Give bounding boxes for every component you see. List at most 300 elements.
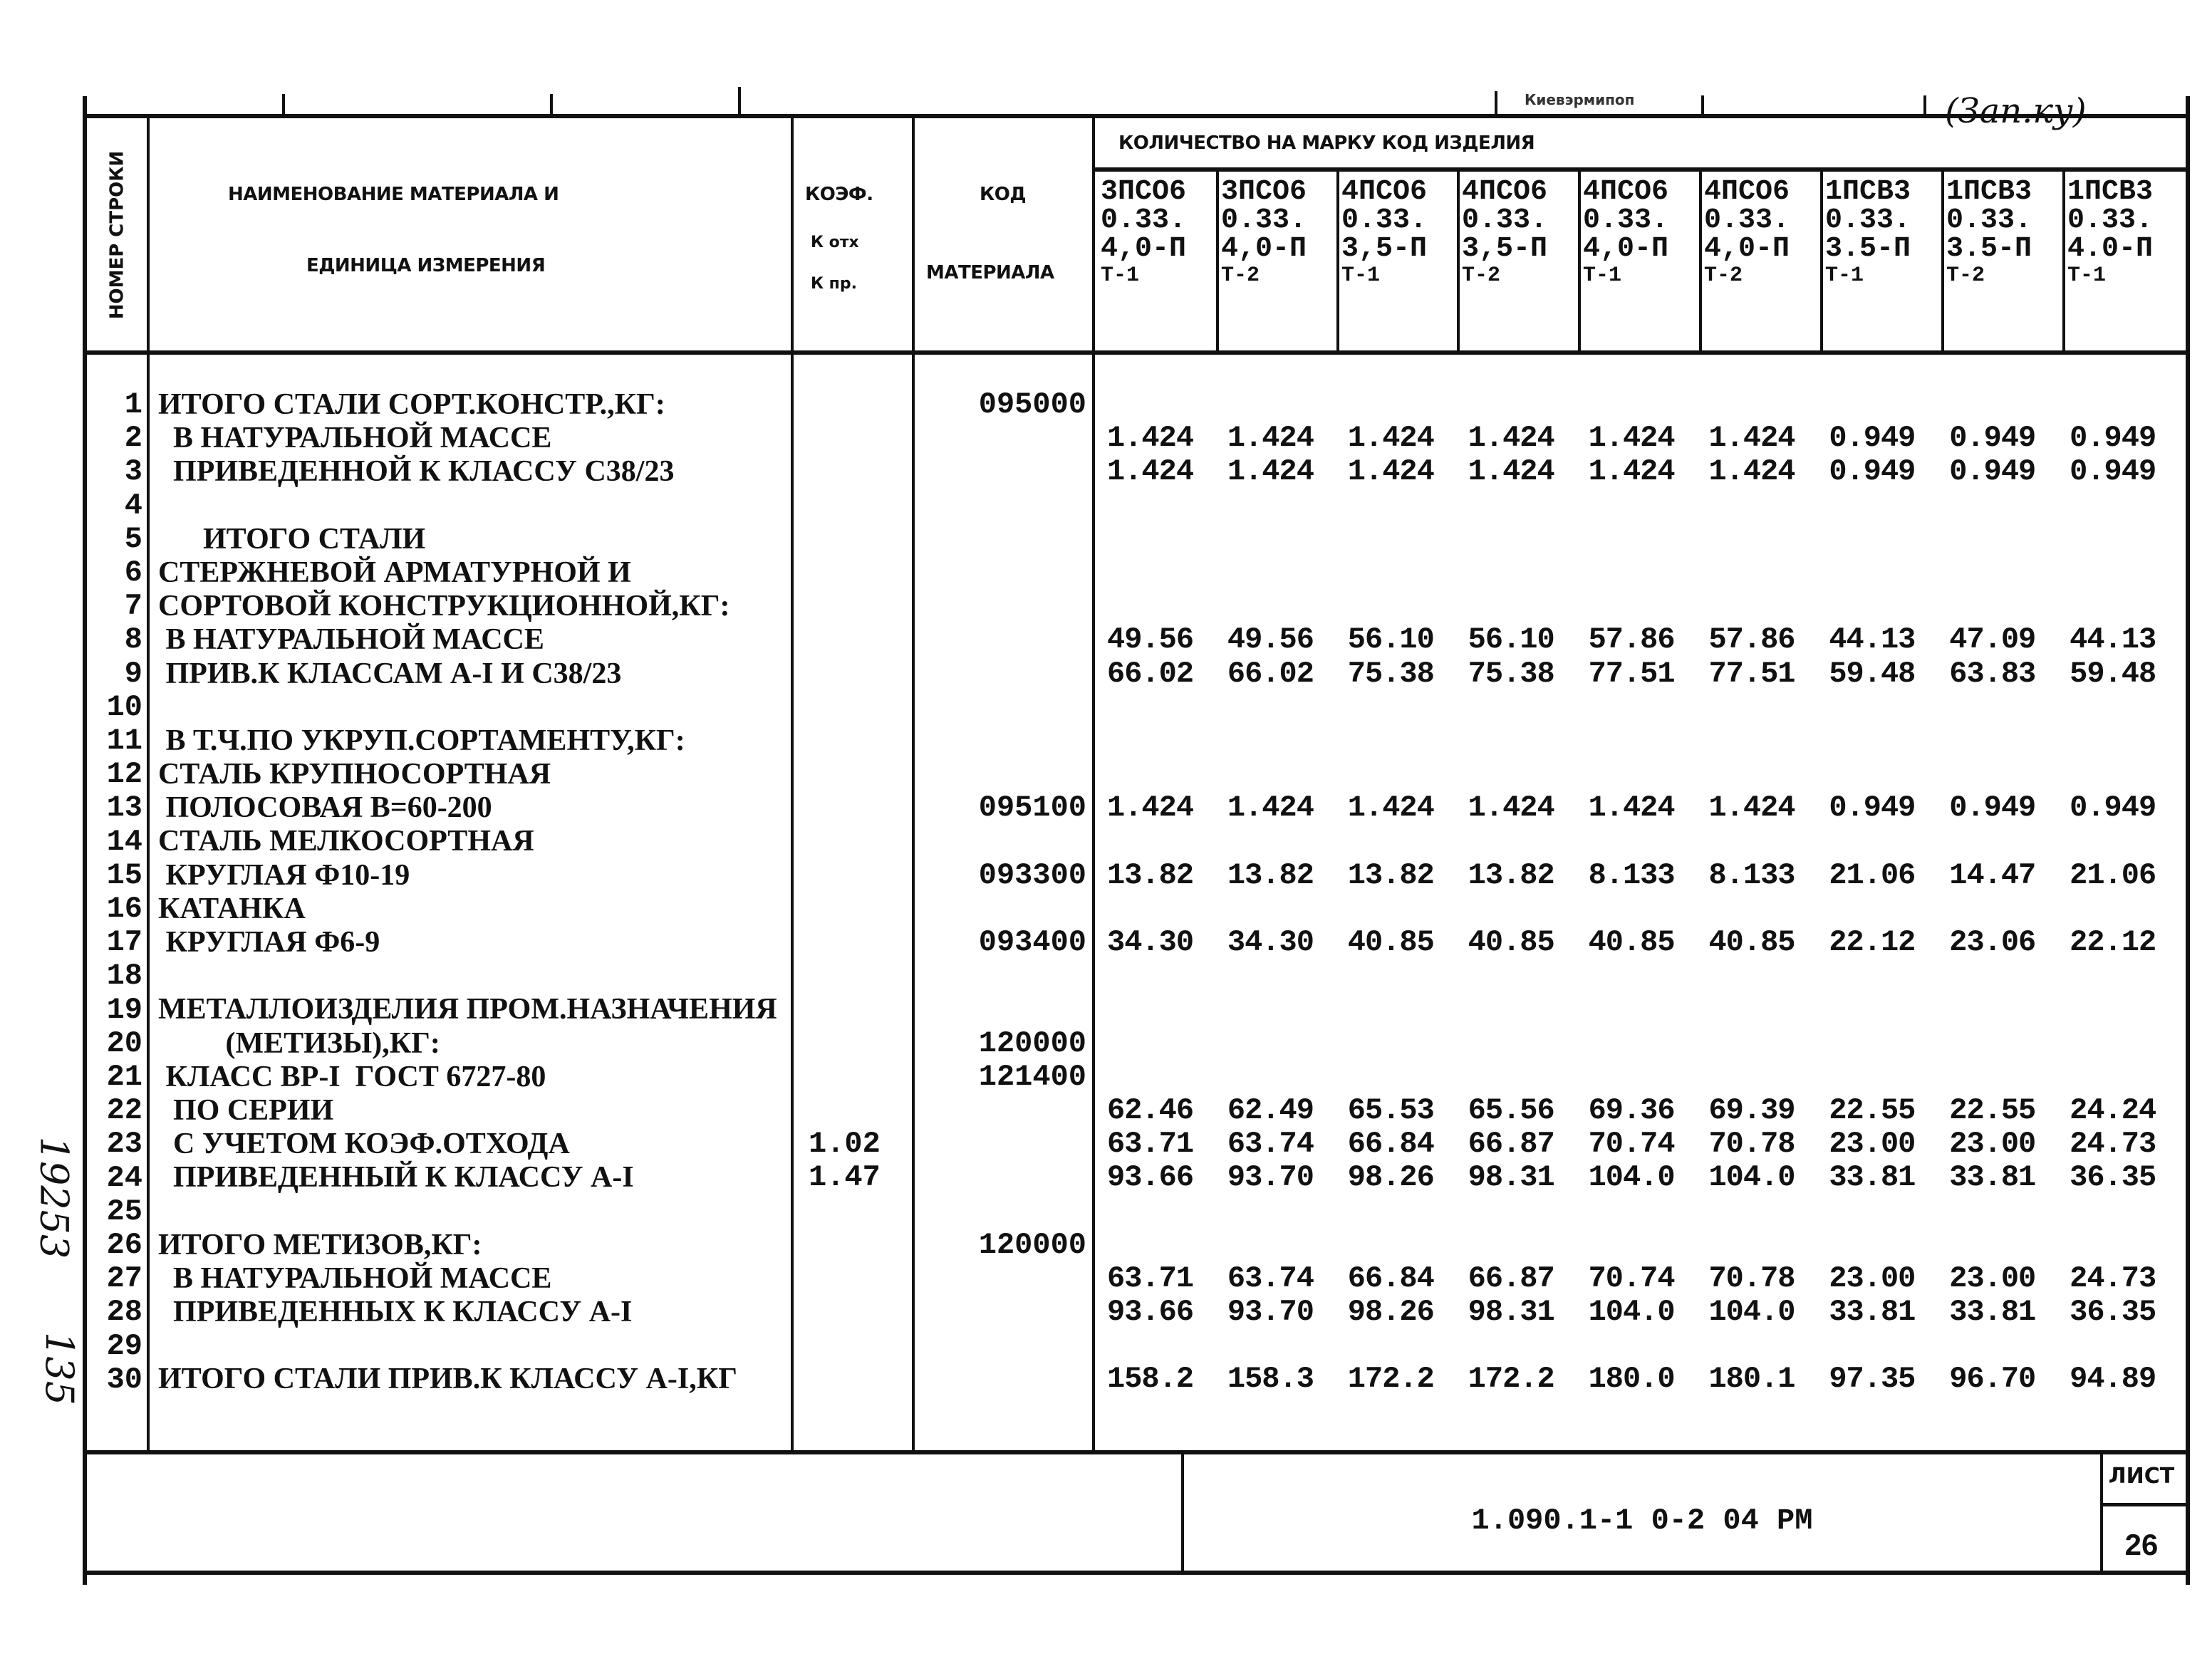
quantity-cell: 0.949 [1829,791,1916,826]
material-code [926,489,1086,523]
quantity-cell [1945,892,2065,926]
quantity-cell [1824,1061,1945,1094]
product-col-9 [2067,178,2181,288]
quantity-cell: 96.70 [1949,1362,2036,1397]
material-name: ИТОГО СТАЛИ СОРТ.КОНСТР.,КГ: [158,388,665,421]
quantity-cell: 1.424 [1347,421,1434,456]
quantity-cell [1464,556,1584,590]
product-col-type: Т-1 [1583,264,1622,288]
quantity-cell: 0.949 [2070,791,2156,826]
quantity-cell [2065,1195,2186,1229]
row-number: 1 [124,387,142,422]
product-col-size: 0.33. [1341,204,1428,236]
material-code [926,1094,1086,1128]
quantity-cell: 93.66 [1107,1295,1194,1330]
col-divider-code [1092,114,1095,1453]
product-col-load: 4,0-П [1101,233,1187,265]
quantity-cell: 1.424 [1227,421,1314,456]
coefficient-value [809,758,908,791]
material-name: МЕТАЛЛОИЗДЕЛИЯ ПРОМ.НАЗНАЧЕНИЯ [158,993,777,1026]
material-name: ПРИВЕДЕННЫЙ К КЛАССУ А-I [158,1161,634,1194]
coefficient-column [809,388,908,1397]
coefficient-value [809,1262,908,1296]
quantity-cell: 104.0 [1588,1160,1675,1195]
material-code [926,993,1086,1026]
product-col-divider [2062,170,2065,352]
quantity-cell [1704,758,1824,791]
quantity-cell: 23.00 [1949,1127,2036,1162]
row-number: 11 [106,724,142,759]
quantity-cell [1584,1229,1705,1262]
table-row [1103,455,2186,489]
quantity-cell: 75.38 [1468,656,1554,691]
quantity-cell [1584,691,1705,724]
quantity-cell: 70.78 [1708,1261,1795,1296]
quantity-cell [1704,1061,1824,1094]
product-col-type: Т-2 [1946,264,1985,288]
quantity-cell [1945,590,2065,623]
quantity-cell [1223,993,1344,1026]
quantity-cell: 104.0 [1708,1295,1795,1330]
top-tick-2 [550,94,553,115]
quantity-cell [1824,590,1945,623]
quantity-cell: 93.66 [1107,1160,1194,1195]
table-row [1103,1363,2186,1396]
quantity-cell: 1.424 [1588,791,1675,826]
material-code [926,590,1086,623]
quantity-cell [2065,1229,2186,1262]
product-col-mark: 1ПСВ3 [2067,176,2154,208]
quantity-cell [1464,993,1584,1026]
name-header-line1: НАИМЕНОВАНИЕ МАТЕРИАЛА И [228,184,559,205]
product-col-mark: 4ПСО6 [1704,176,1790,208]
quantity-cell [1344,825,1464,858]
row-number: 14 [106,824,142,859]
quantity-cell [1103,825,1223,858]
quantity-cell [1584,523,1705,556]
quantity-cell [1464,959,1584,993]
quantity-cell: 1.424 [1107,454,1194,489]
body-bottom-line [83,1450,2190,1454]
row-number: 4 [124,488,142,523]
material-name: ПО СЕРИИ [158,1093,334,1127]
frame-top-line [83,114,2190,118]
quantity-cell [1584,959,1705,993]
material-name: С УЧЕТОМ КОЭФ.ОТХОДА [158,1128,570,1161]
coefficient-value [809,1094,908,1128]
table-row [1103,993,2186,1026]
material-name [158,1195,792,1229]
quantity-cell [1464,1027,1584,1061]
coefficient-value [809,1061,908,1094]
quantity-cell [1223,556,1344,590]
row-number: 3 [124,454,142,489]
quantity-cell [1223,825,1344,858]
row-number: 7 [124,589,142,624]
coefficient-value [809,388,908,422]
quantity-cell [1704,489,1824,523]
quantity-cell: 33.81 [1949,1160,2036,1195]
quantity-values-grid [1103,388,2186,1397]
quantity-cell [1223,959,1344,993]
material-name: В НАТУРАЛЬНОЙ МАССЕ [158,422,552,455]
coefficient-value: 1.47 [809,1160,881,1195]
quantity-cell: 14.47 [1949,858,2036,892]
table-row [1103,1329,2186,1363]
quantity-cell [1344,1195,1464,1229]
quantity-cell: 63.71 [1107,1261,1194,1296]
quantity-cell: 8.133 [1708,858,1795,892]
quantity-cell: 77.51 [1708,656,1795,691]
product-col-divider [1457,170,1460,352]
quantity-cell: 23.06 [1949,925,2036,959]
quantity-cell [1584,993,1705,1026]
quantity-cell: 66.84 [1347,1127,1434,1162]
quantity-cell [1464,1229,1584,1262]
coefficient-value [809,1027,908,1061]
quantity-cell [1464,489,1584,523]
quantity-cell [1464,1195,1584,1229]
quantity-cell [1824,1195,1945,1229]
quantity-cell: 0.949 [1949,454,2036,489]
row-number: 29 [106,1328,142,1363]
material-name: ПРИВЕДЕННОЙ К КЛАССУ С38/23 [158,455,675,489]
quantity-cell [1824,556,1945,590]
row-number: 12 [106,757,142,792]
product-col-5 [1583,178,1697,288]
material-name [158,691,792,724]
material-code-column [926,388,1086,1397]
product-col-load: 4,0-П [1704,233,1790,265]
quantity-cell: 57.86 [1588,623,1675,657]
table-row [1103,489,2186,523]
quantity-cell [1344,523,1464,556]
quantity-cell [2065,388,2186,422]
table-row [1103,1094,2186,1128]
quantity-cell: 56.10 [1347,623,1434,657]
quantity-cell [1223,1229,1344,1262]
stamp-text: Киевэрмипоп [1525,91,1635,108]
quantity-cell: 1.424 [1107,421,1194,456]
quantity-cell [1945,1195,2065,1229]
row-number: 20 [106,1026,142,1061]
quantity-cell: 22.55 [1829,1093,1916,1128]
table-row [1103,724,2186,758]
row-number: 24 [106,1160,142,1195]
material-name: КАТАНКА [158,892,306,925]
quantity-cell [1103,1195,1223,1229]
product-col-load: 3.5-П [1946,233,2032,265]
coefficient-value [809,489,908,523]
quantity-cell [1704,388,1824,422]
quantity-cell [1584,724,1705,758]
material-name-column [158,388,792,1397]
product-col-type: Т-1 [1101,264,1140,288]
quantity-cell: 33.81 [1949,1295,2036,1330]
material-name: (МЕТИЗЫ),КГ: [158,1026,440,1060]
quantity-cell: 59.48 [2070,656,2156,691]
material-code [926,1128,1086,1161]
material-code: 093300 [978,858,1086,892]
quantity-cell [2065,590,2186,623]
quantity-cell: 13.82 [1227,858,1314,892]
quantity-cell: 1.424 [1588,421,1675,456]
quantity-cell: 98.26 [1347,1160,1434,1195]
quantity-cell: 24.73 [2070,1127,2156,1162]
quantity-cell [1464,892,1584,926]
material-code: 120000 [978,1227,1086,1262]
product-col-divider [1941,170,1944,352]
quantity-cell: 23.00 [1829,1127,1916,1162]
product-col-size: 0.33. [1825,204,1911,236]
frame-right-border [2186,96,2190,1585]
quantity-cell [1584,825,1705,858]
quantity-cell: 65.53 [1347,1093,1434,1128]
table-row [1103,623,2186,657]
inventory-number-note: 19253 [31,1136,77,1259]
material-code [926,724,1086,758]
quantity-cell: 40.85 [1347,925,1434,959]
quantity-cell [1344,1329,1464,1363]
table-row [1103,556,2186,590]
material-code [926,1363,1086,1396]
row-number-column [93,388,142,1397]
top-tick-6 [1923,95,1926,115]
quantity-cell: 66.87 [1468,1261,1554,1296]
quantity-cell: 44.13 [1829,623,1916,657]
material-code [926,1329,1086,1363]
quantity-cell: 63.74 [1227,1261,1314,1296]
quantity-cell [1103,489,1223,523]
quantity-cell [1344,993,1464,1026]
quantity-cell [1344,959,1464,993]
quantity-cell [1704,892,1824,926]
quantity-cell: 36.35 [2070,1295,2156,1330]
quantity-cell [1824,993,1945,1026]
quantity-cell [1223,724,1344,758]
material-code [926,825,1086,858]
quantity-cell [2065,959,2186,993]
quantity-cell: 104.0 [1708,1160,1795,1195]
product-col-type: Т-1 [1341,264,1381,288]
quantity-cell [1464,1061,1584,1094]
quantity-cell [1704,523,1824,556]
quantity-cell [1584,1195,1705,1229]
quantity-cell [2065,892,2186,926]
coef-header-line2: К отх [811,234,859,251]
product-col-load: 4.0-П [2067,233,2154,265]
row-number: 28 [106,1295,142,1330]
coefficient-value [809,892,908,926]
coefficient-value [809,1229,908,1262]
product-col-divider [1699,170,1702,352]
coefficient-value [809,523,908,556]
quantity-cell [1223,892,1344,926]
quantity-cell [2065,691,2186,724]
product-col-type: Т-1 [2067,264,2107,288]
code-header-line2: МАТЕРИАЛА [926,262,1054,283]
quantity-cell: 63.74 [1227,1127,1314,1162]
quantity-cell [1945,1329,2065,1363]
quantity-cell: 57.86 [1708,623,1795,657]
material-name [158,489,792,523]
quantity-cell: 172.2 [1347,1362,1434,1397]
sheet-label: ЛИСТ [2108,1464,2175,1489]
table-row [1103,523,2186,556]
quantity-cell [1704,691,1824,724]
quantity-cell [1103,590,1223,623]
row-number: 22 [106,1093,142,1128]
quantity-cell: 70.78 [1708,1127,1795,1162]
quantity-cell [1824,1027,1945,1061]
product-col-load: 3.5-П [1825,233,1911,265]
product-col-mark: 1ПСВ3 [1946,176,2032,208]
quantity-cell: 75.38 [1347,656,1434,691]
quantity-cell: 13.82 [1468,858,1554,892]
quantity-cell: 49.56 [1107,623,1194,657]
quantity-cell: 13.82 [1347,858,1434,892]
material-code [926,1195,1086,1229]
material-name: ПРИВЕДЕННЫХ К КЛАССУ А-I [158,1296,633,1329]
quantity-cell: 33.81 [1829,1160,1916,1195]
row-number: 13 [106,791,142,826]
coefficient-value [809,993,908,1026]
row-number: 26 [106,1228,142,1263]
quantity-cell [1704,959,1824,993]
material-name: ПОЛОСОВАЯ В=60-200 [158,791,492,825]
quantity-cell: 36.35 [2070,1160,2156,1195]
table-row [1103,1161,2186,1194]
material-name: КРУГЛАЯ Ф6-9 [158,926,380,959]
quantity-cell [1103,1329,1223,1363]
quantity-cell [1945,1027,2065,1061]
quantity-cell: 180.0 [1588,1362,1675,1397]
quantity-cell [1824,892,1945,926]
quantity-cell [1584,758,1705,791]
coefficient-value [809,959,908,993]
row-number: 30 [106,1362,142,1397]
quantity-cell: 1.424 [1227,454,1314,489]
quantity-cell: 66.02 [1227,656,1314,691]
quantity-cell: 13.82 [1107,858,1194,892]
quantity-cell: 1.424 [1347,454,1434,489]
material-code [926,623,1086,657]
quantity-cell: 34.30 [1227,925,1314,959]
quantity-cell: 98.26 [1347,1295,1434,1330]
coef-header-line3: К пр. [811,275,857,293]
sheet-box-midline [2100,1503,2187,1506]
table-row [1103,388,2186,422]
table-row [1103,892,2186,926]
table-row [1103,1296,2186,1329]
product-col-size: 0.33. [1221,204,1307,236]
product-col-1 [1101,178,1215,288]
row-number: 15 [106,858,142,892]
top-tick-5 [1701,95,1704,115]
quantity-cell [1344,489,1464,523]
quantity-cell: 0.949 [1829,421,1916,456]
product-col-type: Т-2 [1462,264,1501,288]
product-col-load: 4,0-П [1583,233,1669,265]
quantity-cell [1824,523,1945,556]
product-col-mark: 4ПСО6 [1341,176,1428,208]
coefficient-value [809,657,908,691]
material-code: 121400 [978,1059,1086,1094]
quantity-cell: 33.81 [1829,1295,1916,1330]
quantity-cell: 1.424 [1708,454,1795,489]
coefficient-value [809,724,908,758]
quantity-cell [1344,758,1464,791]
quantity-cell [1945,724,2065,758]
quantity-cell: 63.83 [1949,656,2036,691]
quantity-cell: 97.35 [1829,1362,1916,1397]
quantity-cell: 158.2 [1107,1362,1194,1397]
quantity-cell [1945,993,2065,1026]
quantity-cell: 40.85 [1468,925,1554,959]
quantity-cell: 93.70 [1227,1295,1314,1330]
table-row [1103,691,2186,724]
quantity-cell [1344,1027,1464,1061]
quantity-cell [1223,523,1344,556]
quantity-cell: 8.133 [1588,858,1675,892]
product-col-load: 3,5-П [1462,233,1548,265]
quantity-cell: 22.12 [2070,925,2156,959]
material-name: КРУГЛАЯ Ф10-19 [158,858,410,892]
product-col-type: Т-2 [1704,264,1743,288]
quantity-cell: 0.949 [1829,454,1916,489]
material-code [926,657,1086,691]
product-col-mark: 3ПСО6 [1221,176,1307,208]
quantity-cell [1223,1061,1344,1094]
product-col-size: 0.33. [1583,204,1669,236]
quantity-cell [1945,523,2065,556]
product-col-size: 0.33. [1101,204,1187,236]
quantity-cell [1945,758,2065,791]
quantity-cell: 23.00 [1829,1261,1916,1296]
quantity-cell: 1.424 [1468,791,1554,826]
quantity-cell: 49.56 [1227,623,1314,657]
product-col-divider [1578,170,1581,352]
coefficient-value [809,791,908,825]
quantity-cell [1223,1027,1344,1061]
quantity-cell [1464,691,1584,724]
product-col-2 [1221,178,1335,288]
header-bottom-line [83,350,2190,355]
row-number: 6 [124,556,142,590]
quantity-cell [2065,724,2186,758]
quantity-cell: 104.0 [1588,1295,1675,1330]
quantity-cell [1584,1027,1705,1061]
quantity-cell: 1.424 [1588,454,1675,489]
table-row [1103,657,2186,691]
material-code [926,556,1086,590]
quantity-cell [1223,388,1344,422]
quantity-cell: 22.12 [1829,925,1916,959]
quantity-cell [1464,825,1584,858]
quantity-cell [1344,590,1464,623]
product-col-mark: 1ПСВ3 [1825,176,1911,208]
name-header-line2: ЕДИНИЦА ИЗМЕРЕНИЯ [306,255,546,276]
coefficient-value [809,422,908,455]
quantity-cell: 66.02 [1107,656,1194,691]
quantity-cell: 0.949 [1949,791,2036,826]
quantity-cell [1223,758,1344,791]
quantity-cell [1344,724,1464,758]
top-tick-1 [282,94,285,115]
row-number: 9 [124,656,142,691]
quantity-cell: 180.1 [1708,1362,1795,1397]
product-col-4 [1462,178,1576,288]
